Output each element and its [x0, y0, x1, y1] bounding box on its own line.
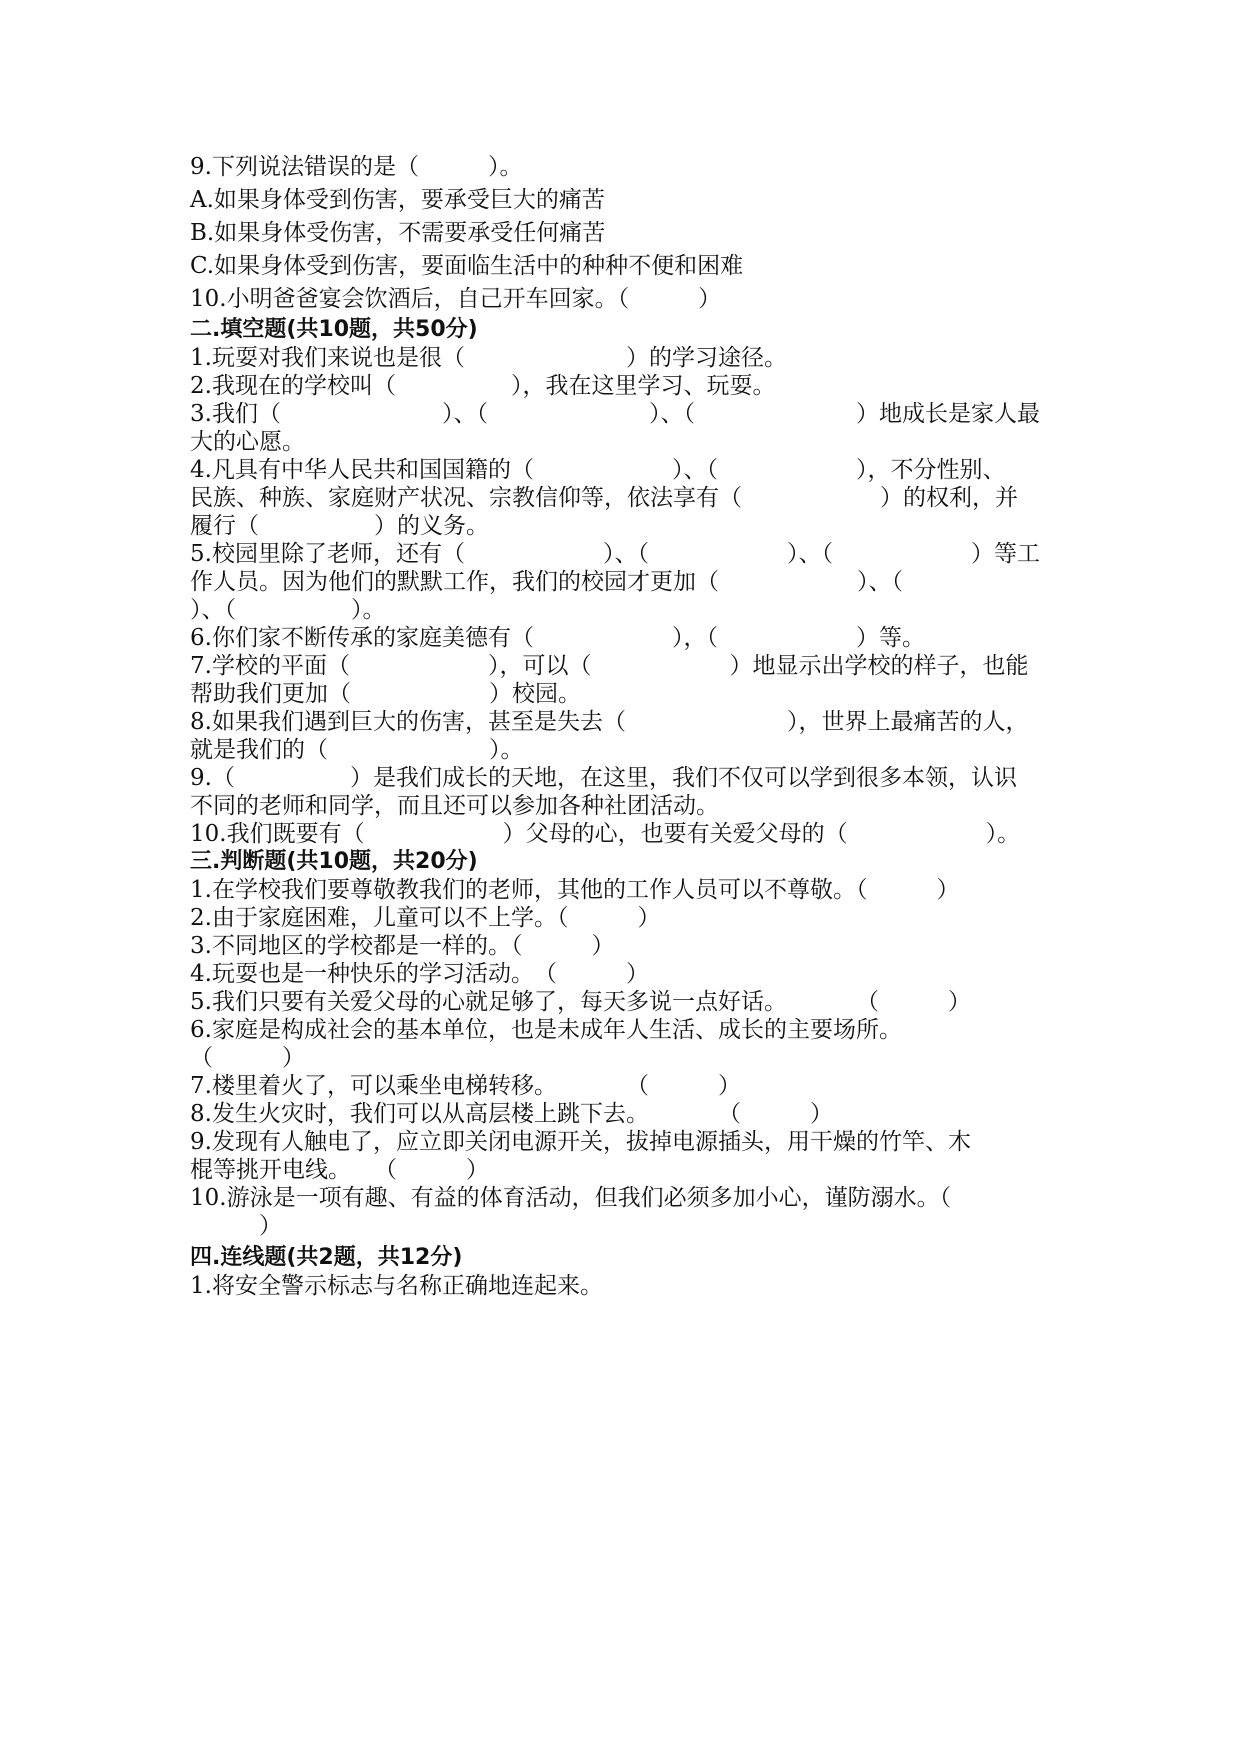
question-line: 2.我现在的学校叫（ ），我在这里学习、玩耍。: [190, 373, 776, 399]
section-one-tail: [190, 151, 1070, 316]
question-line: 4.凡具有中华人民共和国国籍的（ ）、（ ），不分性别、: [190, 457, 1006, 483]
question-line: （ ）: [190, 1045, 305, 1071]
true-false-question-7: [190, 1072, 1070, 1100]
true-false-question-8: [190, 1100, 1070, 1128]
question-line: 7.楼里着火了，可以乘坐电梯转移。 （ ）: [190, 1073, 741, 1099]
true-false-question-9: [190, 1128, 1070, 1184]
question-line: 棍等挑开电线。 （ ）: [190, 1157, 489, 1183]
section-two-items: [190, 344, 1070, 848]
question-line: 大的心愿。: [190, 429, 305, 455]
fill-blank-question-6: [190, 624, 1070, 652]
fill-blank-question-8: [190, 708, 1070, 764]
true-false-question-6: [190, 1016, 1070, 1072]
question-line: 9.（ ）是我们成长的天地，在这里，我们不仅可以学到很多本领，认识: [190, 765, 1017, 791]
question-line: 8.发生火灾时，我们可以从高层楼上跳下去。 （ ）: [190, 1101, 833, 1127]
fill-blank-question-10: [190, 820, 1070, 848]
question-line: 不同的老师和同学，而且还可以参加各种社团活动。: [190, 793, 719, 819]
question-line: 6.你们家不断传承的家庭美德有（ ），（ ）等。: [190, 625, 925, 651]
true-false-question-1: [190, 876, 1070, 904]
question-line: 8.如果我们遇到巨大的伤害，甚至是失去（ ），世界上最痛苦的人，: [190, 709, 1029, 735]
question-line: 1.玩耍对我们来说也是很（ ）的学习途径。: [190, 345, 787, 371]
question-line: 2.由于家庭困难，儿童可以不上学。（ ）: [190, 905, 661, 931]
question-line: 4.玩耍也是一种快乐的学习活动。 （ ）: [190, 961, 649, 987]
option-a: A.如果身体受到伤害，要承受巨大的痛苦: [190, 187, 605, 213]
question-line: 5.我们只要有关爱父母的心就足够了，每天多说一点好话。 （ ）: [190, 989, 971, 1015]
fill-blank-question-4: [190, 456, 1070, 540]
option-c: C.如果身体受到伤害，要面临生活中的种种不便和困难: [190, 253, 744, 279]
section-three-title: 三.判断题(共10题，共20分): [190, 849, 478, 874]
question-line: 6.家庭是构成社会的基本单位，也是未成年人生活、成长的主要场所。: [190, 1017, 902, 1043]
fill-blank-question-3: [190, 400, 1070, 456]
question-10: 10.小明爸爸宴会饮酒后，自己开车回家。（ ）: [190, 286, 722, 312]
question-line: 作人员。因为他们的默默工作，我们的校园才更加（ ）、（: [190, 569, 903, 595]
question-line: 就是我们的（ ）。: [190, 737, 524, 763]
question-line: 履行（ ）的义务。: [190, 513, 489, 539]
question-line: 9.发现有人触电了，应立即关闭电源开关，拔掉电源插头，用干燥的竹竿、木: [190, 1129, 971, 1155]
page-content: [190, 151, 1070, 1300]
true-false-question-2: [190, 904, 1070, 932]
fill-blank-question-5: [190, 540, 1070, 624]
question-line: 5.校园里除了老师，还有（ ）、（ ）、（ ）等工: [190, 541, 1040, 567]
true-false-question-3: [190, 932, 1070, 960]
true-false-question-10: [190, 1184, 1070, 1240]
true-false-question-4: [190, 960, 1070, 988]
question-line: 7.学校的平面（ ），可以（ ）地显示出学校的样子，也能: [190, 653, 1029, 679]
question-line: ）: [190, 1213, 282, 1239]
option-b: B.如果身体受伤害，不需要承受任何痛苦: [190, 220, 606, 246]
question-9: 9.下列说法错误的是（ ）。: [190, 154, 523, 180]
question-line: 3.我们（ ）、（ ）、（ ）地成长是家人最: [190, 401, 1040, 427]
question-line: 10.游泳是一项有趣、有益的体育活动，但我们必须多加小心，谨防溺水。（: [190, 1185, 952, 1211]
matching-question-1: [190, 1272, 1070, 1300]
question-line: 3.不同地区的学校都是一样的。（ ）: [190, 933, 615, 959]
question-line: 10.我们既要有（ ）父母的心，也要有关爱父母的（ ）。: [190, 821, 1021, 847]
question-line: 1.将安全警示标志与名称正确地连起来。: [190, 1273, 603, 1299]
question-line: 帮助我们更加（ ）校园。: [190, 681, 581, 707]
section-four-title: 四.连线题(共2题，共12分): [190, 1245, 463, 1270]
fill-blank-question-1: [190, 344, 1070, 372]
section-three-items: [190, 876, 1070, 1240]
section-four-items: [190, 1272, 1070, 1300]
section-two-title: 二.填空题(共10题，共50分): [190, 317, 478, 342]
question-line: 民族、种族、家庭财产状况、宗教信仰等，依法享有（ ）的权利，并: [190, 485, 1018, 511]
question-line: 1.在学校我们要尊敬教我们的老师，其他的工作人员可以不尊敬。（ ）: [190, 877, 960, 903]
true-false-question-5: [190, 988, 1070, 1016]
fill-blank-question-9: [190, 764, 1070, 820]
fill-blank-question-7: [190, 652, 1070, 708]
question-line: ）、（ ）。: [190, 597, 386, 623]
fill-blank-question-2: [190, 372, 1070, 400]
